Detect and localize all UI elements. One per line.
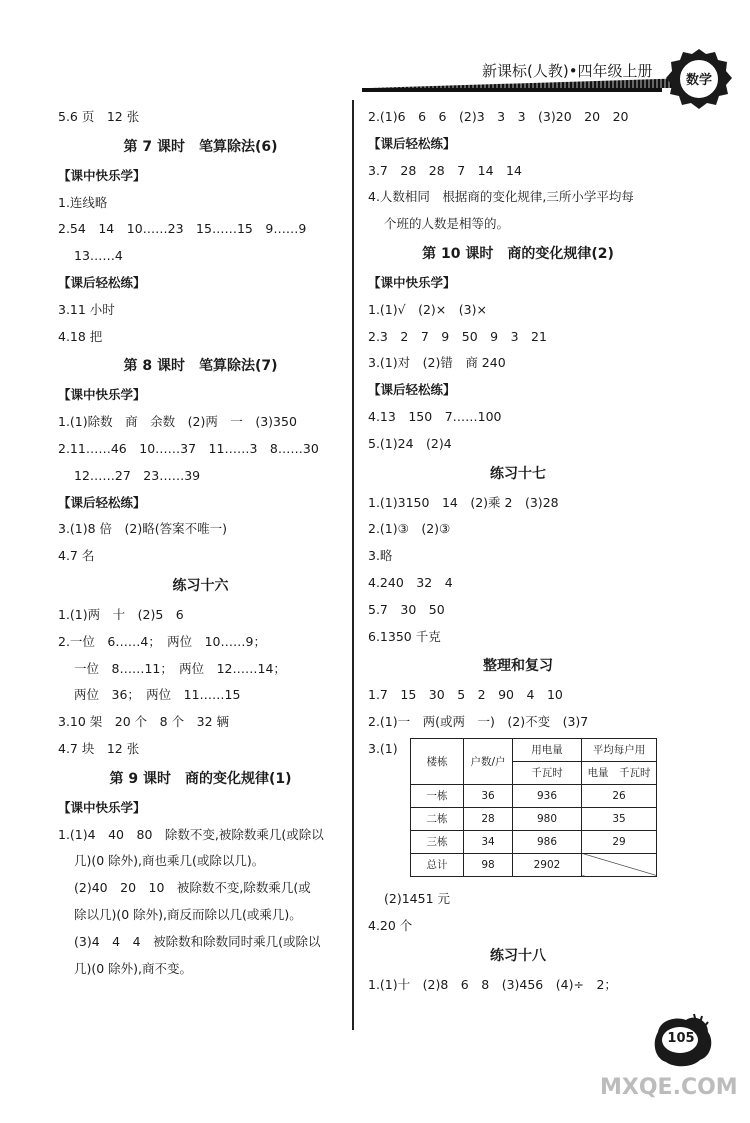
header-title: 新课标(人教)•四年级上册 [482,62,653,80]
subheading: 【课中快乐学】 [58,387,146,403]
subheading: 【课后轻松练】 [58,274,146,290]
table-header-cell: 电量 千瓦时 [582,761,657,784]
table-cell: 36 [464,784,513,807]
page-number: 105 [667,1031,695,1046]
answer-line: 2.54 14 10……23 15……15 9……9 [58,221,307,237]
answer-line: 2.一位 6……4； 两位 10……9； [58,633,266,649]
table-row [411,807,657,830]
table-cell: 980 [513,807,582,830]
watermark: MXQE.COM [600,1075,738,1100]
answer-line: 5.7 30 50 [368,601,445,617]
answer-line: (3)4 4 4 被除数和除数同时乘几(或除以 [74,933,321,949]
section-title: 整理和复习 [483,658,553,675]
answer-line: 4.20 个 [368,917,413,933]
answer-line: 几)(0 除外),商也乘几(或除以几)。 [74,853,265,869]
answer-line: 3.(1)对 (2)错 商 240 [368,355,506,371]
table-cell: 34 [464,830,513,853]
answer-line: 两位 36； 两位 11……15 [74,687,241,703]
answer-line: (2)1451 元 [384,890,450,906]
answer-line: 4.13 150 7……100 [368,408,502,424]
table-cell: 2902 [513,853,582,876]
table-cell: 936 [513,784,582,807]
table-row [411,853,657,876]
answer-line: 除以几)(0 除外),商反而除以几(或乘几)。 [74,906,302,922]
answer-line: 2.3 2 7 9 50 9 3 21 [368,328,547,344]
section-title: 第 7 课时 笔算除法(6) [123,138,278,155]
answer-line: 1.连线略 [58,194,108,210]
answer-line: 12……27 23……39 [74,467,201,483]
table-cell: 二栋 [411,807,464,830]
answer-line: 5.6 页 12 张 [58,109,140,124]
table-cell: 986 [513,830,582,853]
answer-line: 1.(1)两 十 (2)5 6 [58,606,184,622]
table-header-cell: 千瓦时 [513,761,582,784]
answer-line: 6.1350 千克 [368,628,441,644]
header-rule [362,88,662,92]
answer-line: 4.人数相同 根据商的变化规律,三所小学平均每 [368,189,634,205]
section-title: 第 9 课时 商的变化规律(1) [109,770,292,787]
subject-badge-icon [666,48,732,110]
answer-line: 1.7 15 30 5 2 90 4 10 [368,687,563,703]
table-cell: 26 [582,784,657,807]
table-header-cell: 楼栋 [411,738,464,784]
answer-line: 13……4 [74,248,123,264]
table-cell: 总计 [411,853,464,876]
right-column [368,104,668,998]
section-title: 练习十六 [172,577,229,594]
section-title: 第 10 课时 商的变化规律(2) [422,245,614,262]
left-column [58,104,343,982]
table-row [411,784,657,807]
subheading: 【课中快乐学】 [58,799,146,815]
answer-line: 3.略 [368,548,393,564]
answer-line: 几)(0 除外),商不变。 [74,960,193,976]
answer-line: 5.(1)24 (2)4 [368,435,452,451]
answer-line: 2.(1)一 两(或两 一) (2)不变 (3)7 [368,714,589,730]
answer-line: 4.18 把 [58,328,103,344]
table-row [411,830,657,853]
section-title: 练习十七 [490,465,546,482]
table-cell: 三栋 [411,830,464,853]
answer-line: 4.240 32 4 [368,574,453,590]
table-header-cell: 户数/户 [464,738,513,784]
answer-line: 4.7 块 12 张 [58,740,140,756]
answer-line: 1.(1)3150 14 (2)乘 2 (3)28 [368,494,559,510]
badge-label: 数学 [685,73,713,88]
table-header-cell: 平均每户用 [582,738,657,761]
answer-line: 3.10 架 20 个 8 个 32 辆 [58,714,229,730]
subheading: 【课中快乐学】 [368,274,456,290]
answer-line: 2.(1)6 6 6 (2)3 3 3 (3)20 20 20 [368,109,629,124]
table-header-row [411,738,657,761]
answer-line: 4.7 名 [58,548,95,564]
table-cell-diagonal [582,853,657,876]
electricity-table [410,738,657,877]
answer-line: 2.(1)③ (2)③ [368,521,451,537]
answer-line: 3.(1)8 倍 (2)略(答案不唯一) [58,521,228,537]
answer-line: 1.(1)除数 商 余数 (2)两 一 (3)350 [58,414,297,430]
answer-line: 1.(1)4 40 80 除数不变,被除数乘几(或除以 [58,826,324,842]
answer-line: 3.11 小时 [58,301,115,317]
table-cell: 29 [582,830,657,853]
answer-line: 1.(1)√ (2)× (3)× [368,301,487,317]
column-divider [352,100,354,1030]
subheading: 【课中快乐学】 [58,167,146,183]
answer-line: 3.(1) [368,740,398,756]
answer-line: 1.(1)十 (2)8 6 8 (3)456 (4)÷ 2； [368,976,617,992]
table-cell: 28 [464,807,513,830]
electricity-table-block [368,736,668,886]
answer-line: 2.11……46 10……37 11……3 8……30 [58,440,319,456]
table-header-cell: 用电量 [513,738,582,761]
answer-line: 3.7 28 28 7 14 14 [368,162,522,178]
subheading: 【课后轻松练】 [368,135,456,151]
answer-line: (2)40 20 10 被除数不变,除数乘几(或 [74,880,311,896]
subheading: 【课后轻松练】 [368,382,456,398]
answer-line: 个班的人数是相等的。 [384,216,510,232]
answer-line: 一位 8……11； 两位 12……14； [74,660,286,676]
table-cell: 35 [582,807,657,830]
table-cell: 一栋 [411,784,464,807]
subheading: 【课后轻松练】 [58,494,146,510]
section-title: 练习十八 [490,947,546,964]
table-cell: 98 [464,853,513,876]
section-title: 第 8 课时 笔算除法(7) [123,358,278,375]
